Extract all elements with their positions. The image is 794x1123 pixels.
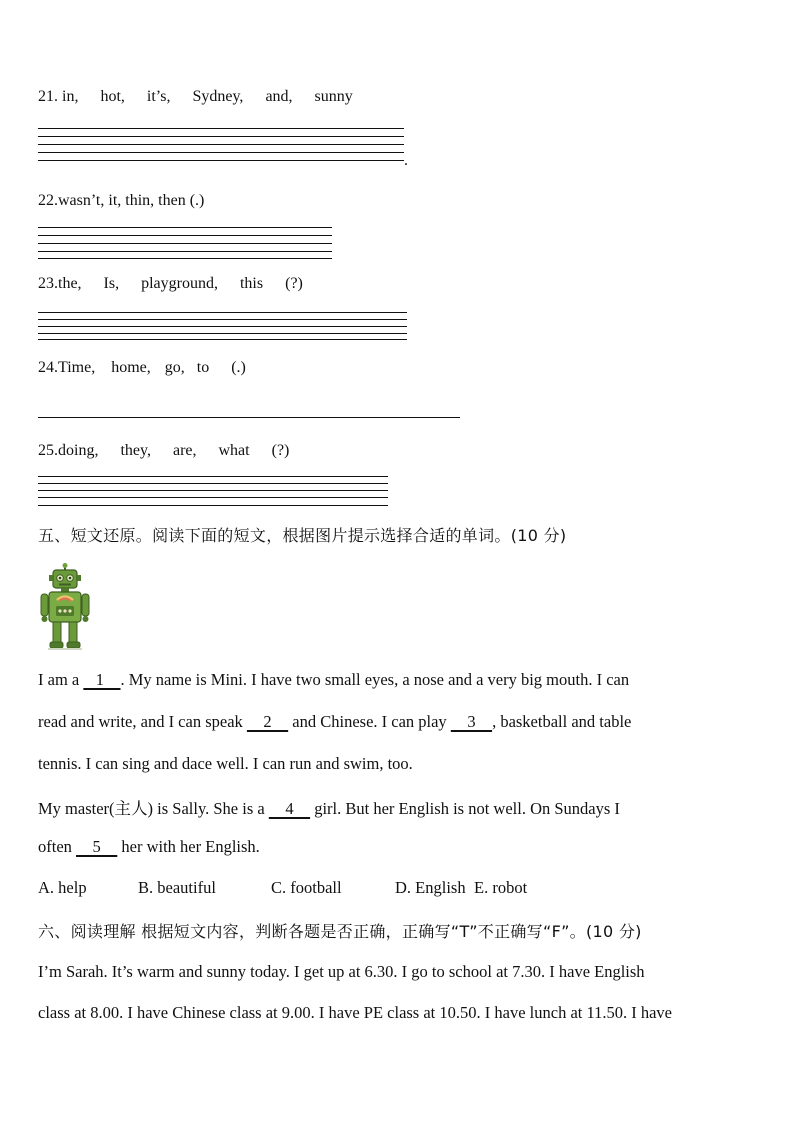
word: (?) bbox=[285, 275, 303, 292]
word: (.) bbox=[231, 359, 246, 376]
word: and, bbox=[265, 88, 293, 105]
option-a: A. help bbox=[38, 878, 87, 897]
passage-line-5 bbox=[38, 837, 260, 857]
text: often bbox=[38, 837, 77, 856]
text: , basketball and table bbox=[492, 712, 632, 731]
question-24 bbox=[38, 359, 246, 377]
question-number: 22. bbox=[38, 192, 58, 209]
text: her with her English. bbox=[117, 837, 260, 856]
question-number: 24. bbox=[38, 359, 58, 376]
text: and Chinese. I can play bbox=[288, 712, 451, 731]
question-number: 25. bbox=[38, 442, 58, 459]
question-number: 23. bbox=[38, 275, 58, 292]
text: . My name is Mini. I have two small eyes, a nose and a very big mouth. I can bbox=[120, 670, 630, 689]
word: playground, bbox=[141, 275, 218, 292]
text: read and write, and I can speak bbox=[38, 712, 247, 731]
question-number: 21. bbox=[38, 88, 58, 105]
text: I am a bbox=[38, 670, 84, 689]
blank-2[interactable]: 2 bbox=[246, 712, 289, 731]
word: they, bbox=[120, 442, 151, 459]
word: Sydney, bbox=[192, 88, 244, 105]
word: in, bbox=[62, 88, 79, 105]
word: to bbox=[196, 359, 210, 376]
word: this bbox=[239, 275, 264, 292]
word: home, bbox=[111, 359, 151, 376]
word: are, bbox=[172, 442, 197, 459]
blank-3[interactable]: 3 bbox=[450, 712, 493, 731]
word: Time, bbox=[58, 359, 96, 376]
answer-line-24[interactable] bbox=[38, 417, 460, 418]
question-23 bbox=[38, 275, 303, 293]
word: hot, bbox=[100, 88, 125, 105]
text: My master(主人) is Sally. She is a bbox=[38, 799, 269, 818]
robot-icon bbox=[38, 563, 92, 651]
reading-line-2: class at 8.00. I have Chinese class at 9.00. I have PE class at 10.50. I have lunch at 11.50. I have bbox=[38, 1003, 673, 1022]
reading-line-1: I’m Sarah. It’s warm and sunny today. I get up at 6.30. I go to school at 7.30. I have English bbox=[38, 962, 645, 981]
section-6-heading: 六、阅读理解 根据短文内容，判断各题是否正确，正确写“T”不正确写“F”。(10 分) bbox=[38, 922, 642, 941]
word: go, bbox=[164, 359, 185, 376]
blank-1[interactable]: 1 bbox=[83, 670, 121, 689]
question-21 bbox=[38, 88, 353, 106]
word: doing, bbox=[58, 442, 99, 459]
blank-4[interactable]: 4 bbox=[268, 799, 311, 818]
word: Is, bbox=[103, 275, 120, 292]
word: sunny bbox=[314, 88, 353, 105]
option-e: E. robot bbox=[474, 878, 528, 897]
word: wasn’t, it, thin, then (.) bbox=[58, 192, 205, 209]
option-c: C. football bbox=[271, 878, 342, 897]
word: it’s, bbox=[146, 88, 171, 105]
passage-line-1 bbox=[38, 670, 629, 690]
section-5-heading: 五、短文还原。阅读下面的短文，根据图片提示选择合适的单词。(10 分) bbox=[38, 526, 567, 545]
word: what bbox=[218, 442, 250, 459]
word: (?) bbox=[271, 442, 290, 459]
option-d: D. English bbox=[395, 878, 466, 897]
word: the, bbox=[58, 275, 82, 292]
passage-line-2 bbox=[38, 712, 631, 732]
passage-line-4 bbox=[38, 795, 620, 819]
passage-line-3: tennis. I can sing and dace well. I can run and swim, too. bbox=[38, 754, 413, 773]
trailing-period: . bbox=[404, 152, 408, 169]
question-25 bbox=[38, 442, 289, 460]
text: girl. But her English is not well. On Sundays I bbox=[310, 799, 620, 818]
option-b: B. beautiful bbox=[138, 878, 216, 897]
question-22 bbox=[38, 192, 204, 210]
blank-5[interactable]: 5 bbox=[76, 837, 118, 856]
